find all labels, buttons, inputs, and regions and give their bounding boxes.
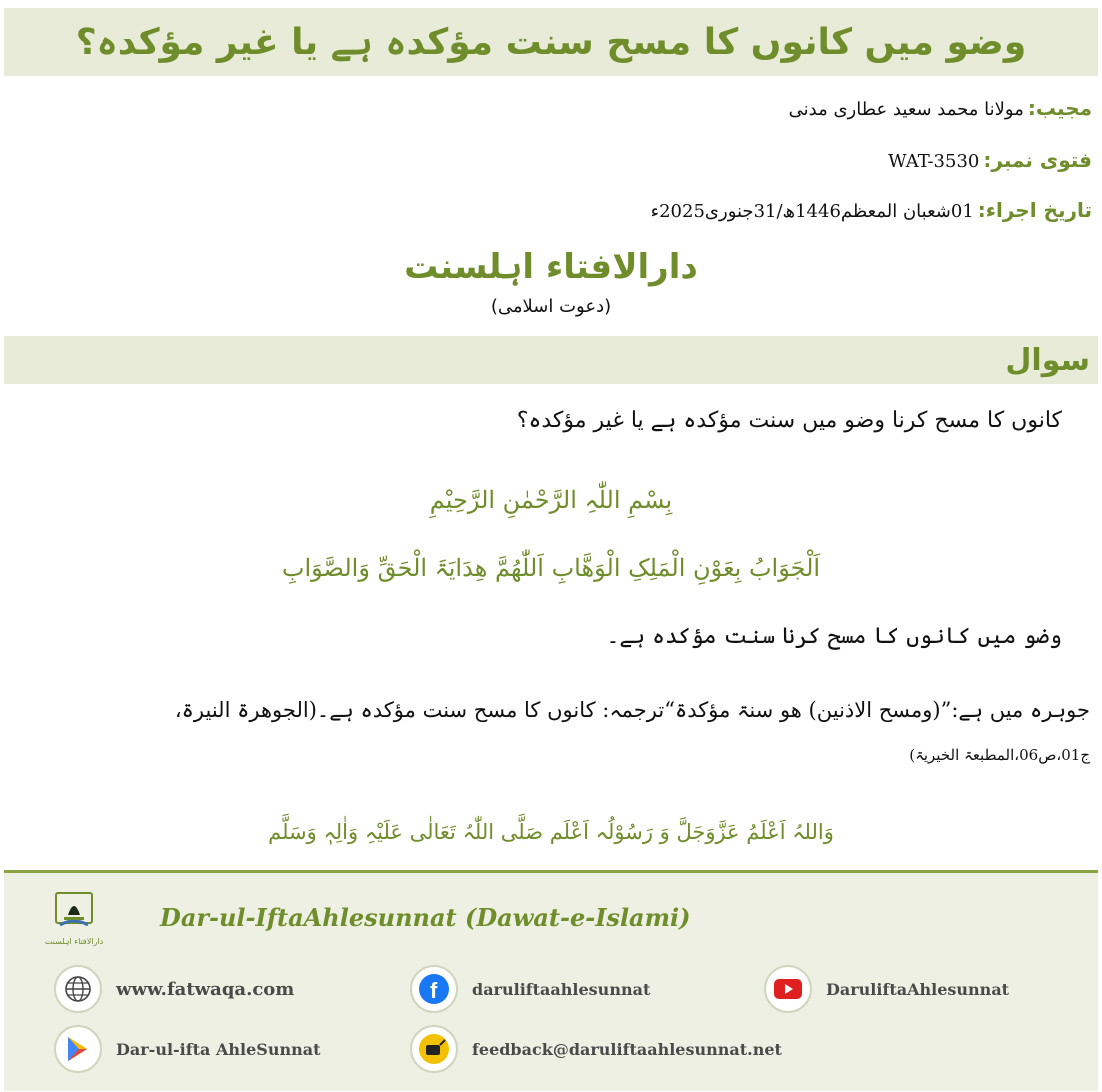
question-heading: سوال [1005, 342, 1090, 378]
answer-opening: اَلْجَوَابُ بِعَوْنِ الْمَلِکِ الْوَھَّابِ اَللّٰھُمَّ ھِدَایَۃَ الْحَقِّ وَالصَّوَابِ [281, 554, 821, 582]
fatwa-value: WAT-3530 [888, 151, 980, 172]
facebook-icon [410, 965, 458, 1013]
date-value: 01شعبان المعظم1446ھ/31جنوری2025ء [650, 201, 974, 222]
globe-icon [54, 965, 102, 1013]
closing-dua: وَاللہُ اَعْلَمُ عَزَّوَجَلَّ وَ رَسُوْلُہ اَعْلَم صَلَّی اللّٰہُ تَعَالٰی عَلَیْہِ وَاٰلِہٖ وَسَلَّم [268, 820, 834, 844]
question-section-bar [4, 336, 1098, 384]
mujeeb-value: مولانا محمد سعید عطاری مدنی [788, 99, 1024, 120]
youtube-chip[interactable] [764, 965, 1009, 1013]
play-store-icon [54, 1025, 102, 1073]
footer [4, 870, 1098, 1091]
logo-text: دارالافتاء اہلسنت [44, 937, 104, 946]
fatwa-label: فتوی نمبر: [983, 148, 1092, 172]
playstore-link[interactable]: Dar-ul-ifta AhleSunnat [116, 1039, 321, 1059]
email-link[interactable]: feedback@daruliftaahlesunnat.net [472, 1039, 782, 1059]
question-text: کانوں کا مسح کرنا وضو میں سنت مؤکدہ ہے یا غیر مؤکدہ؟ [516, 408, 1062, 433]
svg-text:f: f [430, 978, 438, 1003]
website-chip[interactable] [54, 965, 294, 1013]
facebook-chip[interactable] [410, 965, 650, 1013]
brand-subtitle: (دعوت اسلامی) [490, 296, 612, 317]
title-bar [4, 8, 1098, 76]
youtube-icon [764, 965, 812, 1013]
playstore-chip[interactable] [54, 1025, 320, 1073]
citation-text: جوہرہ میں ہے:”(ومسح الاذنین) ھو سنۃ مؤکدۃ“ترجمہ: کانوں کا مسح سنت مؤکدہ ہے۔(الجوھرۃ النیرۃ، [174, 698, 1090, 722]
citation-reference: ج01،ص06،المطبعۃ الخیریۃ) [909, 746, 1090, 764]
email-feedback-icon [410, 1025, 458, 1073]
bismillah: بِسْمِ اللّٰہِ الرَّحْمٰنِ الرَّحِیْمِ [429, 486, 673, 514]
facebook-link[interactable]: daruliftaahlesunnat [472, 979, 651, 999]
date-label: تاریخ اجراء: [977, 198, 1092, 222]
page-title: وضو میں کانوں کا مسح سنت مؤکدہ ہے یا غیر مؤکدہ؟ [75, 21, 1027, 63]
ruling-text: وضو میں کانوں کا مسح کرنا سنت مؤکدہ ہے۔ [606, 624, 1062, 649]
date-row [651, 198, 1092, 222]
mujeeb-label: مجیب: [1027, 96, 1092, 120]
footer-title: Dar-ul-IftaAhlesunnat (Dawat-e-Islami) [160, 903, 691, 932]
fatwa-row [888, 148, 1092, 172]
brand-name: دارالافتاء اہلسنت [404, 247, 698, 287]
youtube-link[interactable]: DaruliftaAhlesunnat [826, 979, 1010, 999]
mujeeb-row [789, 96, 1092, 120]
email-chip[interactable] [410, 1025, 782, 1073]
logo [44, 887, 104, 959]
book-logo-icon [50, 887, 98, 935]
website-link[interactable]: www.fatwaqa.com [116, 978, 295, 1000]
